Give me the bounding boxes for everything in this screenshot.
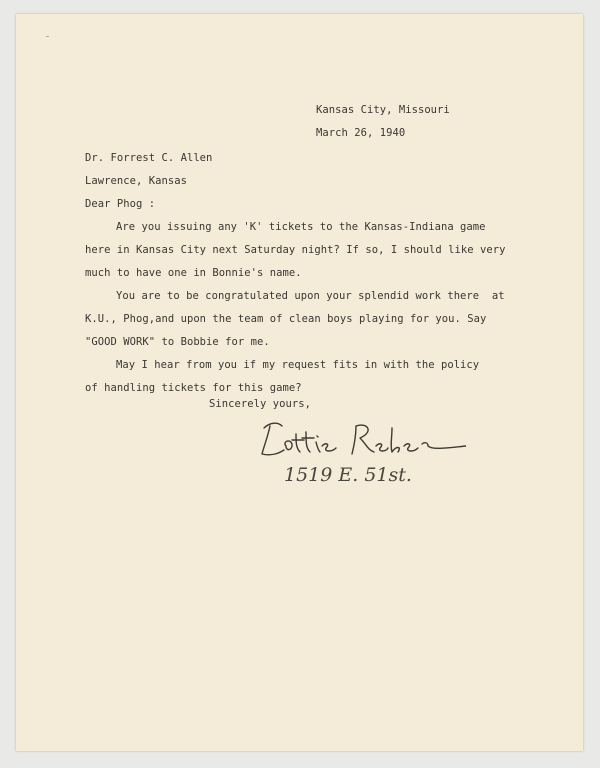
salutation: Dear Phog : [85,198,156,210]
body-line: here in Kansas City next Saturday night? If so, I should like very [85,244,506,256]
paper-speck [46,36,49,37]
body-line: "GOOD WORK" to Bobbie for me. [85,336,270,348]
handwritten-address: 1519 E. 51st. [284,464,412,486]
body-line: May I hear from you if my request fits in with the policy [116,359,480,371]
recipient-name: Dr. Forrest C. Allen [85,152,213,164]
letter-date: March 26, 1940 [316,127,406,139]
body-line: much to have one in Bonnie's name. [85,267,302,279]
body-line: Are you issuing any 'K' tickets to the Kansas-Indiana game [116,221,486,233]
letter-page [16,14,583,751]
body-line: of handling tickets for this game? [85,382,302,394]
body-line: K.U., Phog,and upon the team of clean boys playing for you. Say [85,313,487,325]
letterhead-place: Kansas City, Missouri [316,104,450,116]
recipient-city: Lawrence, Kansas [85,175,187,187]
body-line: You are to be congratulated upon your splendid work there at [116,290,505,302]
handwritten-signature [256,416,466,464]
closing: Sincerely yours, [209,398,311,410]
